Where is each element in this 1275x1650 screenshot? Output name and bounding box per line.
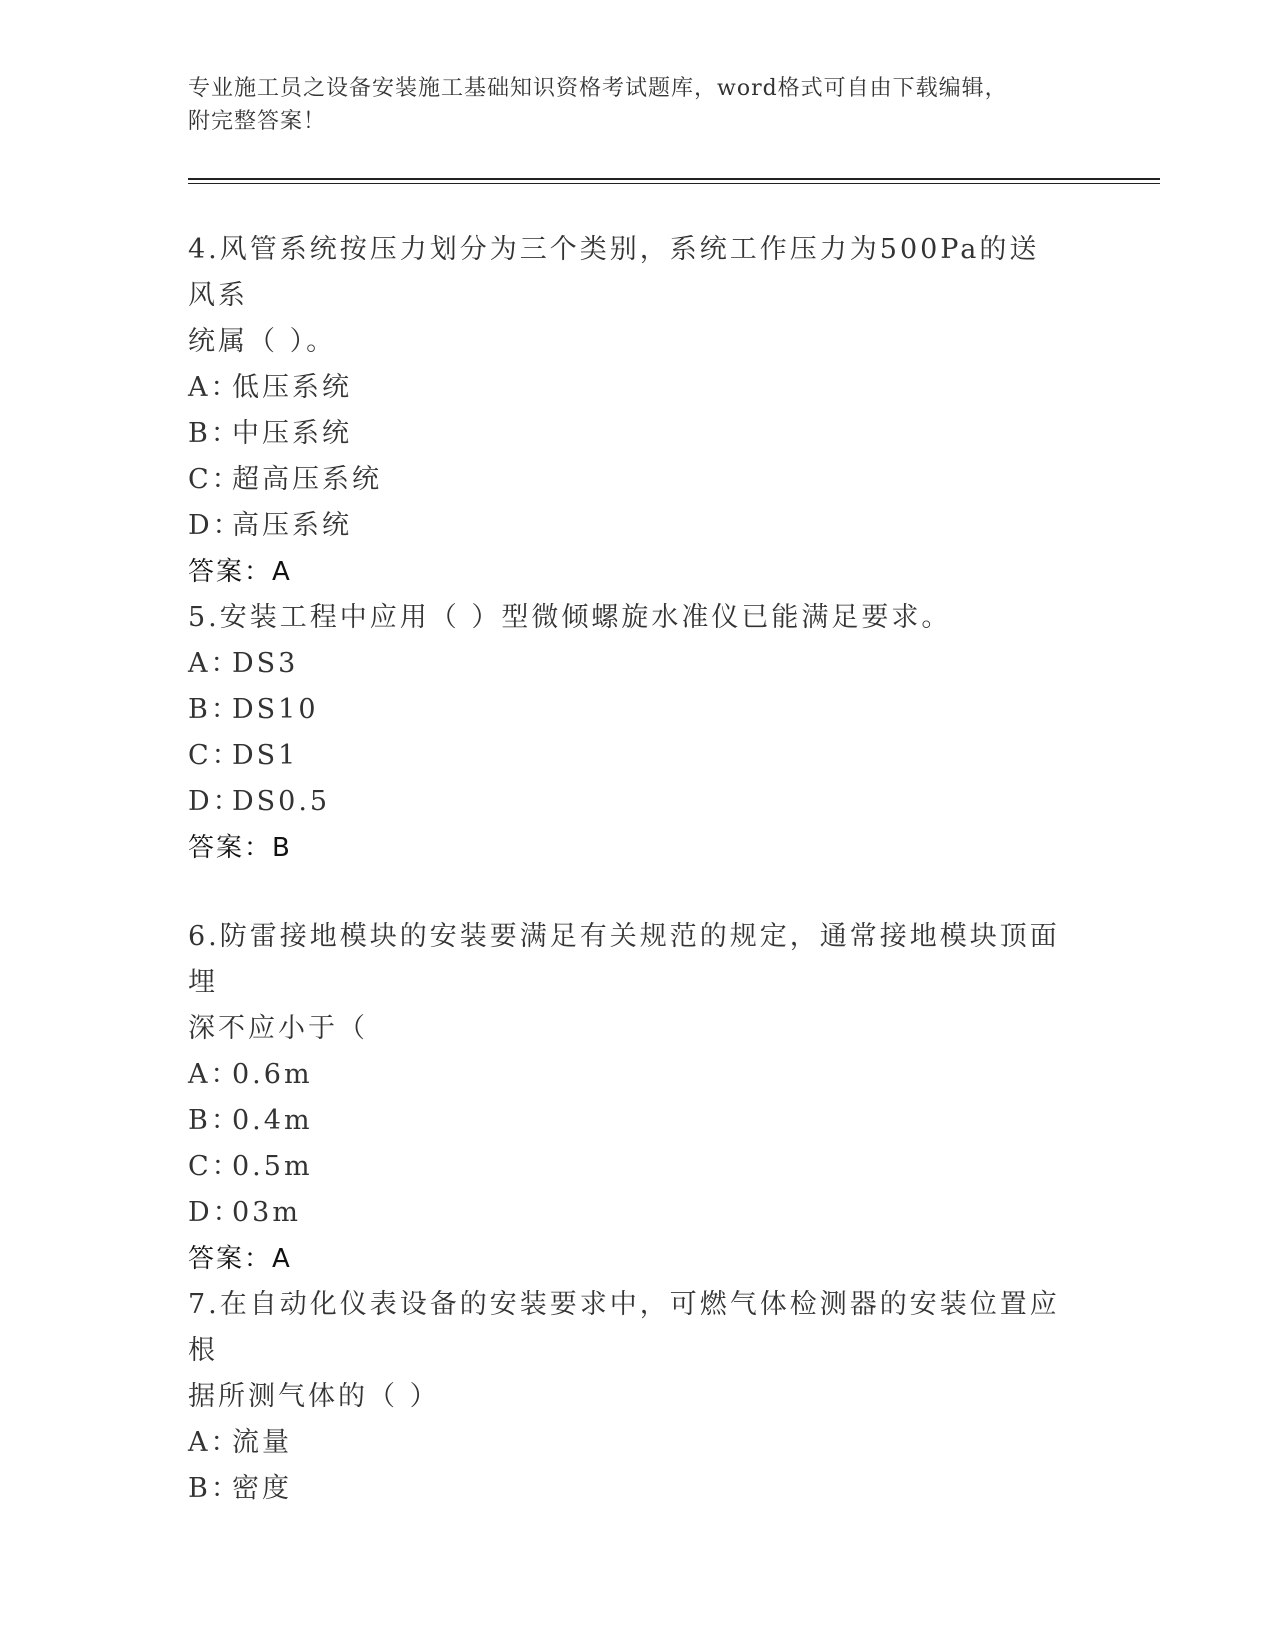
question-stem-line-1: 6.防雷接地模块的安装要满足有关规范的规定，通常接地模块顶面埋 [188, 921, 1060, 998]
option-text: 超高压系统 [232, 464, 382, 495]
option-key: B： [188, 418, 241, 449]
option-key: A： [188, 1059, 241, 1090]
option-a [188, 641, 1068, 687]
question-stem-line-1: 4.风管系统按压力划分为三个类别，系统工作压力为500Pa的送风系 [188, 234, 1040, 311]
answer: 答案：B [188, 833, 292, 863]
option-d [188, 503, 1068, 549]
question-5 [188, 595, 1068, 871]
header-divider-thin [188, 183, 1160, 184]
question-stem-line-2: 深不应小于（ [188, 1013, 368, 1044]
option-text: DS0.5 [232, 786, 331, 817]
option-text: 高压系统 [232, 510, 352, 541]
option-c [188, 1144, 1068, 1190]
question-stem-line-2: 统属（ ）。 [188, 326, 337, 357]
option-key: B： [188, 694, 241, 725]
option-text: 流量 [232, 1427, 292, 1458]
document-header [188, 72, 1068, 138]
answer: 答案：A [188, 1244, 292, 1274]
option-key: D： [188, 510, 243, 541]
option-key: C： [188, 740, 242, 771]
option-text: DS10 [232, 694, 319, 725]
question-6 [188, 914, 1068, 1282]
question-7 [188, 1282, 1068, 1512]
option-text: DS1 [232, 740, 299, 771]
header-title-line-1: 专业施工员之设备安装施工基础知识资格考试题库，word格式可自由下载编辑， [188, 76, 1008, 101]
option-d [188, 1190, 1068, 1236]
option-key: A： [188, 1427, 241, 1458]
option-text: 03m [232, 1197, 301, 1228]
answer: 答案：A [188, 557, 292, 587]
option-text: 0.4m [232, 1105, 313, 1136]
option-text: DS3 [232, 648, 299, 679]
option-text: 0.6m [232, 1059, 313, 1090]
option-text: 0.5m [232, 1151, 313, 1182]
header-title-line-2: 附完整答案！ [188, 109, 327, 134]
option-c [188, 457, 1068, 503]
option-d [188, 779, 1068, 825]
question-stem-line-1: 7.在自动化仪表设备的安装要求中，可燃气体检测器的安装位置应根 [188, 1289, 1060, 1366]
option-key: D： [188, 1197, 243, 1228]
option-key: C： [188, 464, 242, 495]
option-a [188, 1420, 1068, 1466]
option-text: 低压系统 [232, 372, 352, 403]
option-text: 中压系统 [232, 418, 352, 449]
option-b [188, 411, 1068, 457]
option-b [188, 1466, 1068, 1512]
question-stem-line-2: 据所测气体的（ ） [188, 1381, 440, 1412]
option-a [188, 365, 1068, 411]
option-key: B： [188, 1105, 241, 1136]
option-b [188, 687, 1068, 733]
header-divider-thick [188, 178, 1160, 180]
option-key: A： [188, 372, 241, 403]
option-a [188, 1052, 1068, 1098]
option-key: D： [188, 786, 243, 817]
option-c [188, 733, 1068, 779]
question-4 [188, 227, 1068, 595]
option-key: A： [188, 648, 241, 679]
option-b [188, 1098, 1068, 1144]
option-key: C： [188, 1151, 242, 1182]
option-text: 密度 [232, 1473, 292, 1504]
question-stem-line-1: 5.安装工程中应用（ ）型微倾螺旋水准仪已能满足要求。 [188, 602, 952, 633]
option-key: B： [188, 1473, 241, 1504]
